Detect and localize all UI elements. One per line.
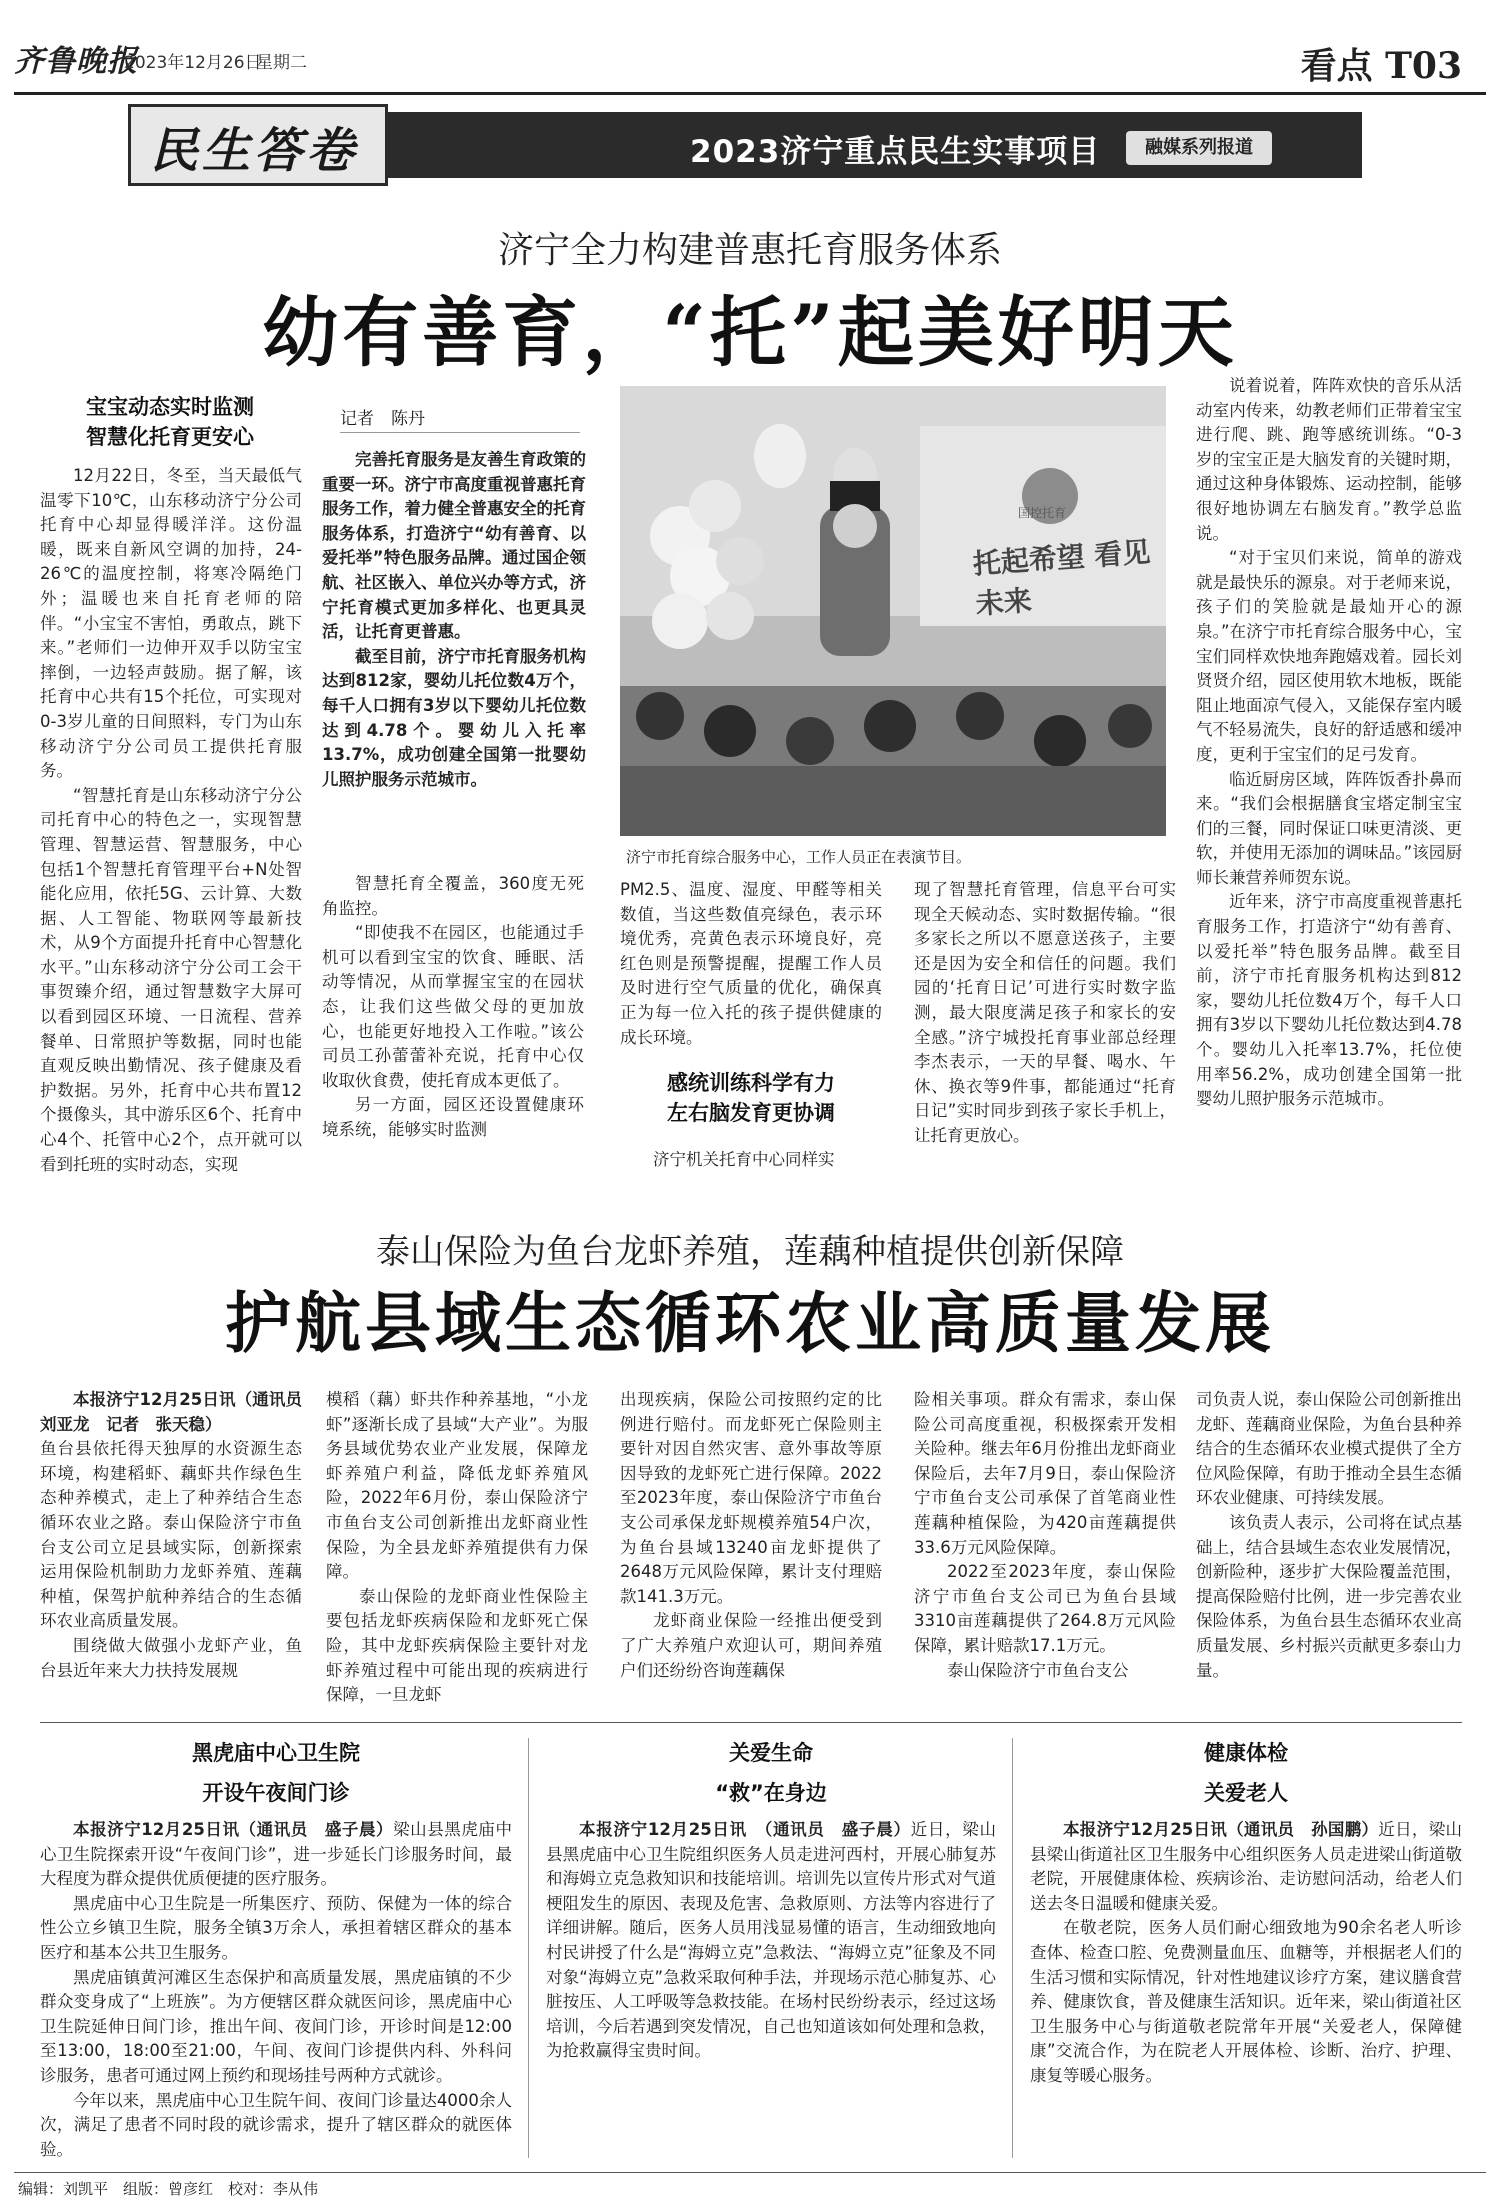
story1-sidehead-2: [620, 1068, 882, 1128]
editor-credits: 编辑：刘凯平 组版：曾彦红 校对：李从伟: [18, 2180, 319, 2198]
story2-col1-para: 鱼台县依托得天独厚的水资源生态环境，构建稻虾、藕虾共作绿色生态种养模式，走上了种养结合生态循环农业之路。泰山保险济宁市鱼台支公司立足县域实际，创新探索运用保险机制助力龙虾养殖、莲藕种植，保驾护航种养结合的生态循环农业高质量发展。: [40, 1439, 302, 1631]
banner-stamp-text: 民生答卷: [150, 123, 359, 179]
story2-col4-para: 泰山保险济宁市鱼台支公: [947, 1660, 1129, 1680]
byline-rule: [340, 432, 580, 433]
brief1-para: [40, 1818, 512, 1892]
story1-col2-para: “即使我不在园区，也能通过手机可以看到宝宝的饮食、睡眠、活动等情况，从而掌握宝宝的在园状态，让我们这些做父母的更加放心，也能更好地投入工作啦。”该公司员工孙蕾蕾补充说，托育中心仅收取伙食费，使托育成本更低了。: [322, 923, 584, 1090]
story1-col3-tail: 济宁机关托育中心同样实: [653, 1150, 835, 1169]
story2-col2-para: 模稻（藕）虾共作种养基地，“小龙虾”逐渐长成了县域“大产业”。为服务县域优势农业产业发展，保障龙虾养殖户利益，降低龙虾养殖风险，2022年6月份，泰山保险济宁市鱼台支公司创新推出龙虾商业性保险，为全县龙虾养殖提供有力保障。: [326, 1390, 588, 1582]
newspaper-logo: 齐鲁晚报: [14, 44, 138, 79]
story1-photo: [620, 386, 1166, 836]
story2-col5-para: 该负责人表示，公司将在试点基础上，结合县域生态农业发展情况，创新险种，逐步扩大保险覆盖范围，提高保险赔付比例，进一步完善农业保险体系，为鱼台县生态循环农业高质量发展、乡村振兴贡献更多泰山力量。: [1196, 1512, 1462, 1680]
story2-col4-para: 险相关事项。群众有需求，泰山保险公司高度重视，积极探索开发相关险种。继去年6月份推出龙虾商业保险后，去年7月9日，泰山保险济宁市鱼台支公司承保了首笔商业性莲藕种植保险，为420亩莲藕提供33.6万元风险保障。: [914, 1390, 1176, 1557]
banner-title: 2023济宁重点民生实事项目: [690, 134, 1101, 170]
brief1-head-line1: 黑虎庙中心卫生院: [192, 1741, 360, 1765]
brief-section-rule: [40, 1722, 1462, 1723]
brief2-para: [546, 1818, 996, 2064]
banner-tag: 融媒系列报道: [1126, 131, 1272, 165]
story1-sidehead-line1: 宝宝动态实时监测: [86, 395, 254, 419]
story1-col5-para: 临近厨房区域，阵阵饭香扑鼻而来。“我们会根据膳食宝塔定制宝宝们的三餐，同时保证口味更清淡、更软，并使用无添加的调味品。”该园厨师长兼营养师贺东说。: [1196, 769, 1462, 887]
issue-date: 2023年12月26日: [124, 53, 262, 73]
story1-col2-para: 另一方面，园区还设置健康环境系统，能够实时监测: [322, 1095, 584, 1139]
brief2-head-line1: 关爱生命: [729, 1741, 813, 1765]
brief3-lead: 近日，梁山县梁山街道社区卫生服务中心组织医务人员走进梁山街道敬老院，开展健康体检、疾病诊治、走访慰问活动，给老人们送去冬日温暖和健康关爱。: [1030, 1820, 1462, 1913]
photo-backdrop-slogan: 托起希望 看见未来: [971, 535, 1152, 621]
story2-headline: 护航县域生态循环农业高质量发展: [225, 1284, 1275, 1362]
story2-column-4: [914, 1388, 1176, 1708]
story1-stat-para: 截至目前，济宁市托育服务机构达到812家，婴幼儿托位数4万个，每千人口拥有3岁以下婴幼儿托位数达到4.78个。婴幼儿入托率13.7%，成功创建全国第一批婴幼儿照护服务示范城市。: [322, 646, 586, 789]
brief3-head-line1: 健康体检: [1204, 1741, 1288, 1765]
story1-col1-para: “智慧托育是山东移动济宁分公司托育中心的特色之一，实现智慧管理、智慧运营、智慧服务，中心包括1个智慧托育管理平台+N处智能化应用，依托5G、云计算、大数据、人工智能、物联网等最新技术，从9个方面提升托育中心智慧化水平。”山东移动济宁分公司工会干事贺臻介绍，通过智慧数字大屏可以看到园区环境、一日流程、营养餐单、日常照护等数据，同时也能直观反映出勤情况、孩子健康及看护数据。另外，托育中心共布置12个摄像头，其中游乐区6个、托育中心4个、托管中心2个，点开就可以看到托班的实时动态，实现: [40, 785, 302, 1174]
brief3-para: 在敬老院，医务人员们耐心细致地为90余名老人听诊查体、检查口腔、免费测量血压、血糖等，并根据老人们的生活习惯和实际情况，针对性地建议诊疗方案，建议膳食营养、健康饮食，普及健康生活知识。近年来，梁山街道社区卫生服务中心与街道敬老院常年开展“关爱老人，保障健康”交流合作，为在院老人开展体检、诊断、治疗、护理、康复等暖心服务。: [1030, 1918, 1462, 2085]
story2-column-2: [326, 1388, 588, 1708]
brief3-head: [1030, 1738, 1462, 1808]
story1-lead-para: 完善托育服务是友善生育政策的重要一环。济宁市高度重视普惠托育服务工作，着力健全普惠安全的托育服务体系，打造济宁“幼有善育、以爱托举”特色服务品牌。通过国企领航、社区嵌入、单位兴办等方式，济宁托育模式更加多样化、也更具灵活，让托育更普惠。: [322, 450, 586, 642]
story1-col2-para: 智慧托育全覆盖，360度无死角监控。: [322, 874, 584, 918]
story2-column-1: [40, 1388, 319, 1708]
story1-col5-para: “对于宝贝们来说，简单的游戏就是最快乐的源泉。对于老师来说，孩子们的笑脸就是最灿开心的源泉。”在济宁市托育综合服务中心，宝宝们同样欢快地奔跑嬉戏着。园长刘贤贤介绍，园区使用软木地板，既能阻止地面凉气侵入，又能保存室内暖气不轻易流失，良好的舒适感和缓冲度，更利于宝宝们的足弓发育。: [1196, 548, 1462, 764]
story1-col5-para: 说着说着，阵阵欢快的音乐从活动室内传来，幼教老师们正带着宝宝进行爬、跳、跑等感统训练。“0-3岁的宝宝正是大脑发育的关键时期，通过这种身体锻炼、运动控制，能够很好地协调左右脑发育。”教学总监说。: [1196, 376, 1462, 543]
brief2-head: [546, 1738, 996, 1808]
story2-column-5: [1196, 1388, 1462, 1708]
brief2-lead: 近日，梁山县黑虎庙中心卫生院组织医务人员走进河西村，开展心肺复苏和海姆立克急救知识和技能培训。培训先以宣传片形式对气道梗阻发生的原因、表现及危害、急救原则、方法等内容进行了详细讲解。随后，医务人员用浅显易懂的语言，生动细致地向村民讲授了什么是“海姆立克”急救法、“海姆立克”征象及不同对象“海姆立克”急救采取何种手法，并现场示范心肺复苏、心脏按压、人工呼吸等急救技能。在场村民纷纷表示，经过这场培训，今后若遇到突发情况，自己也知道该如何处理和急救，为抢救赢得宝贵时间。: [546, 1820, 996, 2061]
masthead-rule: [14, 92, 1486, 95]
story1-col5-para: 近年来，济宁市高度重视普惠托育服务工作，打造济宁“幼有善育、以爱托举”特色服务品牌。截至目前，济宁市托育服务机构达到812家，婴幼儿托位数4万个，每千人口拥有3岁以下婴幼儿托位数达到4.78个。婴幼儿入托率13.7%，托位使用率56.2%，成功创建全国第一批婴幼儿照护服务示范城市。: [1196, 892, 1462, 1109]
issue-weekday: 星期二: [256, 53, 307, 73]
story1-subhead: 济宁全力构建普惠托育服务体系: [497, 230, 1002, 271]
brief1-head-line2: 开设午夜间门诊: [202, 1781, 350, 1805]
story1-col1-para: 12月22日，冬至，当天最低气温零下10℃，山东移动济宁分公司托育中心却显得暖洋洋。这份温暖，既来自新风空调的加持，24-26℃的温度控制，将寒冷隔绝门外；温暖也来自托育老师的陪伴。“小宝宝不害怕，勇敢点，跳下来。”老师们一边伸开双手以防宝宝摔倒，一边轻声鼓励。据了解，该托育中心共有15个托位，可实现对0-3岁儿童的日间照料，专门为山东移动济宁分公司员工提供托育服务。: [40, 466, 302, 781]
brief1-body: [40, 1818, 512, 2158]
story1-column-1: [40, 464, 302, 1202]
brief3-body: [1030, 1818, 1462, 2158]
story1-lead-box: [322, 448, 586, 856]
story2-col2-para: 泰山保险的龙虾商业性保险主要包括龙虾疾病保险和龙虾死亡保险，其中龙虾疾病保险主要针对龙虾养殖过程中可能出现的疾病进行保障，一旦龙虾: [326, 1586, 588, 1705]
brief1-para: 黑虎庙镇黄河滩区生态保护和高质量发展，黑虎庙镇的不少群众变身成了“上班族”。为方便辖区群众就医问诊，黑虎庙中心卫生院延伸日间门诊，推出午间、夜间门诊，开诊时间是12:00至13:00，18:00至21:00，午间、夜间门诊提供内科、外科问诊服务，患者可通过网上预约和现场挂号两种方式就诊。: [40, 1967, 512, 2085]
story2-column-3: [620, 1388, 882, 1708]
brief1-dateline: 本报济宁12月25日讯（通讯员 盛子晨）: [73, 1820, 394, 1839]
brief2-body: [546, 1818, 996, 2158]
story2-col3-para: 出现疾病，保险公司按照约定的比例进行赔付。而龙虾死亡保险则主要针对因自然灾害、意外事故等原因导致的龙虾死亡进行保障。2022至2023年度，泰山保险济宁市鱼台支公司承保龙虾规模养殖54户次，为鱼台县域13240亩龙虾提供了2648万元风险保障，累计支付理赔款141.3万元。: [620, 1390, 882, 1606]
story2-col4-para: 2022至2023年度，泰山保险济宁市鱼台支公司已为鱼台县域3310亩莲藕提供了264.8万元风险保障，累计赔款17.1万元。: [914, 1562, 1176, 1655]
story1-sidehead2-line1: 感统训练科学有力: [667, 1071, 835, 1095]
story1-column-3-tail: [620, 1148, 882, 1178]
brief3-para: [1030, 1818, 1462, 1916]
story1-column-2-body: [322, 872, 584, 1202]
story1-sidehead-line2: 智慧化托育更安心: [86, 425, 254, 449]
brief2-dateline: 本报济宁12月25日讯 （通讯员 盛子晨）: [579, 1820, 911, 1839]
story1-headline: 幼有善育，“托”起美好明天: [262, 288, 1238, 377]
footer-rule: [14, 2172, 1486, 2173]
story1-col3-para: PM2.5、温度、湿度、甲醛等相关数值，当这些数值亮绿色，表示环境优秀，亮黄色表示环境良好，亮红色则是预警提醒，提醒工作人员及时进行空气质量的优化，确保真正为每一位入托的孩子提供健康的成长环境。: [620, 880, 882, 1047]
story1-byline: 记者 陈丹: [340, 409, 425, 429]
brief3-dateline: 本报济宁12月25日讯（通讯员 孙国鹏）: [1063, 1820, 1379, 1839]
story1-sidehead2-line2: 左右脑发育更协调: [667, 1101, 835, 1125]
photo-backdrop-sign: 国控托育: [1018, 506, 1067, 520]
story2-subhead: 泰山保险为鱼台龙虾养殖，莲藕种植提供创新保障: [376, 1232, 1124, 1272]
brief3-head-line2: 关爱老人: [1204, 1781, 1288, 1805]
brief1-lead: 梁山县黑虎庙中心卫生院探索开设“午夜间门诊”，进一步延长门诊服务时间，最大程度为群众提供优质便捷的医疗服务。: [40, 1820, 513, 1889]
story2-col1-para: 围绕做大做强小龙虾产业，鱼台县近年来大力扶持发展规: [40, 1635, 302, 1680]
story1-col4-para: 现了智慧托育管理，信息平台可实现全天候动态、实时数据传输。“很多家长之所以不愿意送孩子，主要还是因为安全和信任的问题。我们园的‘托育日记’可进行实时数字监测，最大限度满足孩子和家长的安全感。”济宁城投托育事业部总经理李杰表示，一天的早餐、喝水、午休、换衣等9件事，都能通过“托育日记”实时同步到孩子家长手机上，让托育更放心。: [914, 880, 1176, 1145]
story2-col3-para: 龙虾商业保险一经推出便受到了广大养殖户欢迎认可，期间养殖户们还纷纷咨询莲藕保: [620, 1611, 882, 1680]
brief1-para: 今年以来，黑虎庙中心卫生院午间、夜间门诊量达4000余人次，满足了患者不同时段的就诊需求，提升了辖区群众的就医体验。: [40, 2090, 512, 2159]
story2-col5-para: 司负责人说，泰山保险公司创新推出龙虾、莲藕商业保险，为鱼台县种养结合的生态循环农业模式提供了全方位风险保障，有助于推动全县生态循环农业健康、可持续发展。: [1196, 1390, 1462, 1508]
story1-column-4: [914, 878, 1176, 1178]
story1-sidehead: [40, 392, 300, 452]
brief1-head: [40, 1738, 512, 1808]
section-page-label: 看点 T03: [1300, 45, 1462, 87]
story1-column-5: [1196, 374, 1462, 1204]
brief-divider: [528, 1738, 529, 2158]
brief-divider: [1012, 1738, 1013, 2158]
story2-dateline: 本报济宁12月25日讯（通讯员 刘亚龙 记者 张天稳）: [40, 1390, 319, 1434]
story1-photo-caption: 济宁市托育综合服务中心，工作人员正在表演节目。: [626, 848, 972, 866]
story1-column-3: [620, 878, 882, 1048]
brief1-para: 黑虎庙中心卫生院是一所集医疗、预防、保健为一体的综合性公立乡镇卫生院，服务全镇3万余人，承担着辖区群众的基本医疗和基本公共卫生服务。: [40, 1893, 512, 1962]
brief2-head-line2: “救”在身边: [715, 1781, 827, 1805]
